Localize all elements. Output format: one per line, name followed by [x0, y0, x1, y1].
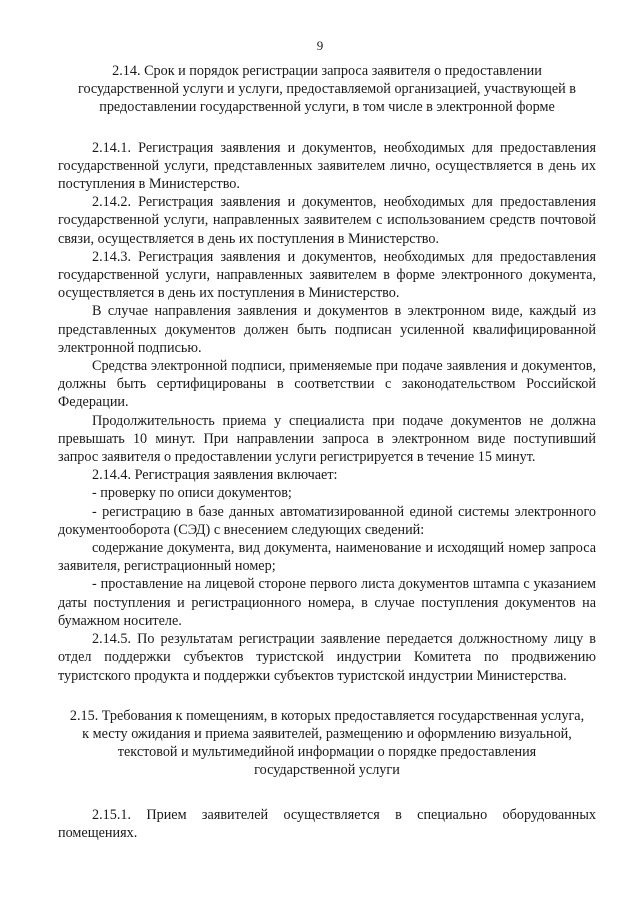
paragraph-2-14-3: 2.14.3. Регистрация заявления и документов, необходимых для предоставления государственной услуги, направленных заявителем в форме электронного документа, осуществляется в день их поступления в Министерство.: [58, 248, 596, 302]
paragraph-electronic-signature-requirement: В случае направления заявления и документов в электронном виде, каждый из представленных документов должен быть подписан усиленной квалифицированной электронной подписью.: [58, 303, 596, 356]
section-heading-2-14: 2.14. Срок и порядок регистрации запроса заявителя о предоставлении государственной услуги и услуги, предоставляемой организацией, участвующей в предоставлении государственной услуги, в том числе в электронной форме: [78, 63, 576, 116]
section-heading-2-15: 2.15. Требования к помещениям, в которых предоставляется государственная услуга, к месту ожидания и приема заявителей, размещению и оформлению визуальной, текстовой и мультимедийной информации о порядке предоставления государственной услуги: [69, 707, 585, 779]
list-item-register-sed: - регистрацию в базе данных автоматизированной единой системы электронного документооборота (СЭД) с внесением следующих сведений:: [58, 503, 596, 538]
paragraph-2-14-5: 2.14.5. По результатам регистрации заявление передается должностному лицу в отдел поддержки субъектов туристской индустрии Комитета по продвижению туристского продукта и поддержки субъектов туристской индустрии Министерства.: [58, 631, 596, 684]
paragraph-2-14-2: 2.14.2. Регистрация заявления и документов, необходимых для предоставления государственной услуги, направленных заявителем с использованием средств почтовой связи, осуществляется в день их поступления в Министерство.: [58, 194, 596, 247]
paragraph-reception-duration: Продолжительность приема у специалиста при подаче документов не должна превышать 10 минут. При направлении запроса в электронном виде поступивший запрос заявителя о предоставлении услуги регистрируется в течение 15 минут.: [58, 412, 596, 466]
paragraph-signature-certification: Средства электронной подписи, применяемые при подаче заявления и документов, должны быть сертифицированы в соответствии с законодательством Российской Федерации.: [58, 358, 596, 411]
page-number: 9: [316, 38, 324, 53]
list-item-stamp: - проставление на лицевой стороне первого листа документов штампа с указанием даты поступления и регистрационного номера, в случае поступления документов на бумажном носителе.: [58, 576, 596, 629]
paragraph-2-14-4: 2.14.4. Регистрация заявления включает:: [92, 467, 338, 484]
list-item-check-inventory: - проверку по описи документов;: [92, 485, 292, 502]
paragraph-2-14-1: 2.14.1. Регистрация заявления и документов, необходимых для предоставления государственной услуги, представленных заявителем лично, осуществляется в день их поступления в Министерство.: [58, 139, 596, 193]
document-body: [58, 62, 596, 842]
paragraph-sed-fields: содержание документа, вид документа, наименование и исходящий номер запроса заявителя, регистрационный номер;: [58, 540, 596, 575]
paragraph-2-15-1: 2.15.1. Прием заявителей осуществляется в специально оборудованных помещениях.: [58, 806, 596, 841]
